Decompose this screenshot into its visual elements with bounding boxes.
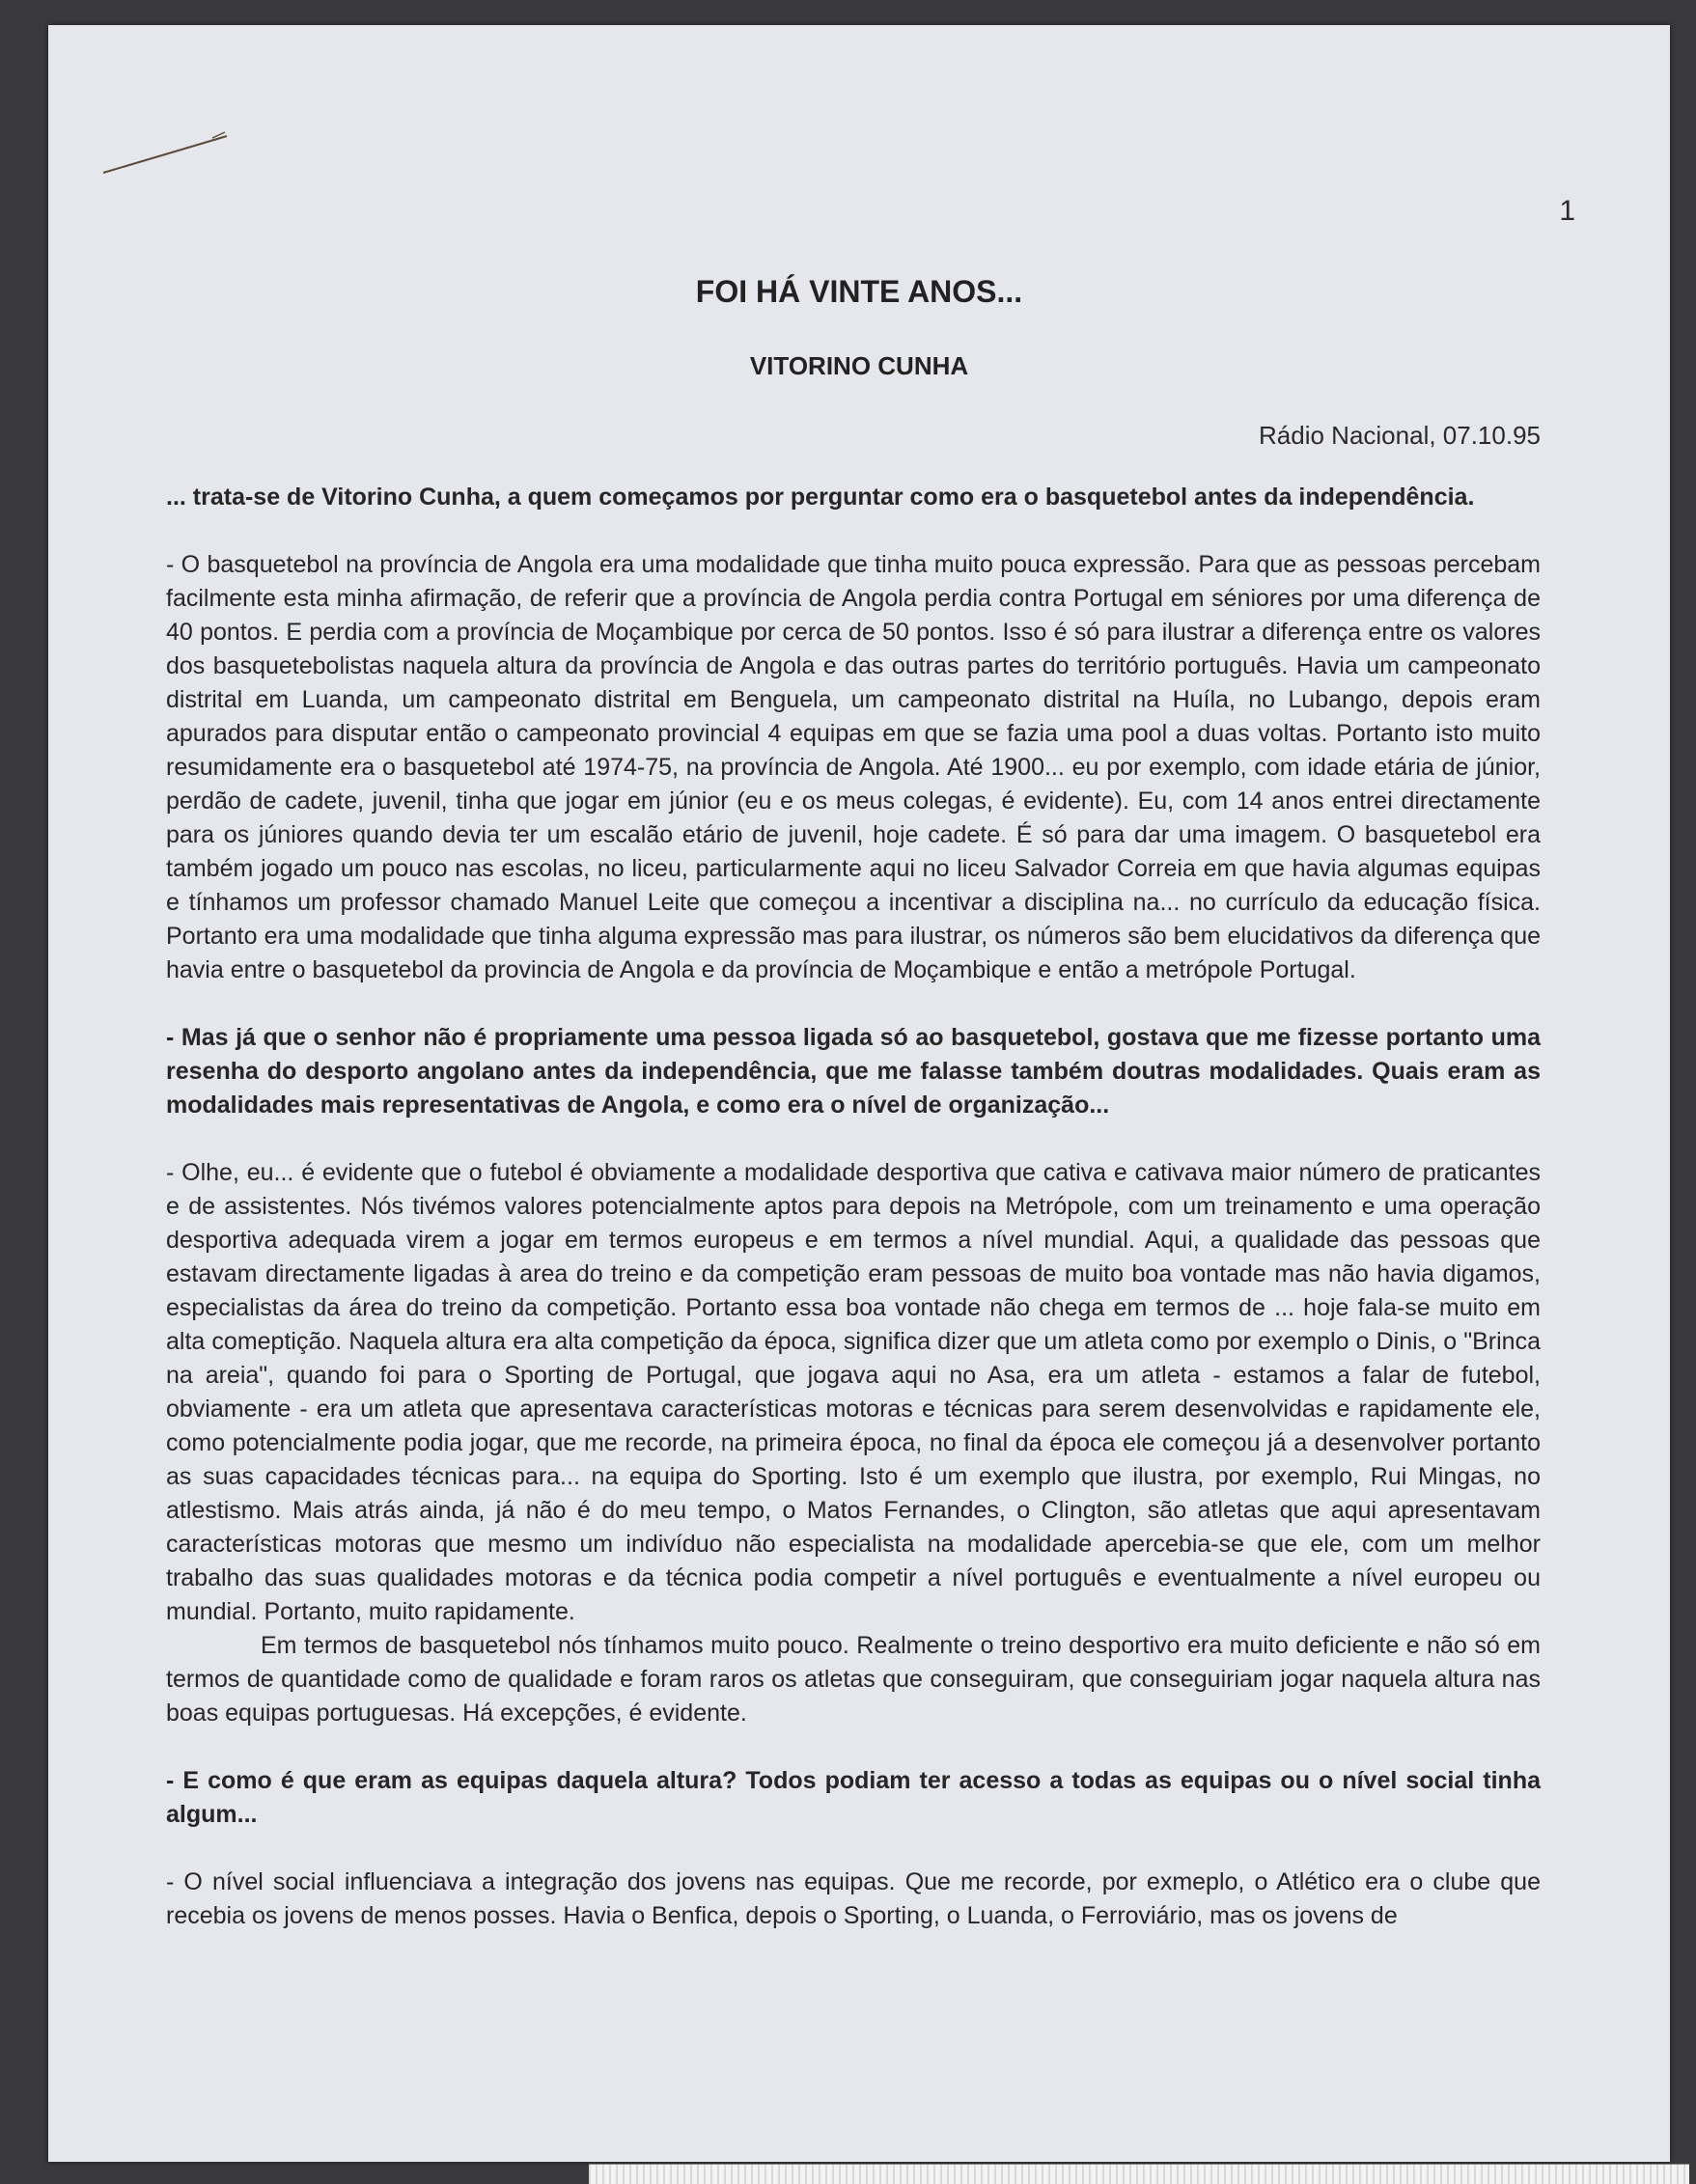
answer-paragraph: Em termos de basquetebol nós tínhamos muito pouco. Realmente o treino desportivo era muito deficiente e não só em termos de quantidade como de qualidade e foram raros os atletas que conseguiram, que conseguiriam jogar naquela altura nas boas equipas portuguesas. Há excepções, é evidente.: [166, 1632, 1541, 1727]
document-source: Rádio Nacional, 07.10.95: [1259, 421, 1541, 450]
document-page: [48, 25, 1670, 2162]
document-body: [166, 481, 1541, 1967]
intro-question: ... trata-se de Vitorino Cunha, a quem começamos por perguntar como era o basquetebol antes da independência.: [166, 484, 1475, 511]
scale-ruler: [589, 2164, 1689, 2184]
answer-paragraph: - O basquetebol na província de Angola era uma modalidade que tinha muito pouca expressão. Para que as pessoas percebam facilmente esta minha afirmação, de referir que a província de Angola perdia contra Portugal em séniores por uma diferença de 40 pontos. E perdia com a província de Moçambique por cerca de 50 pontos. Isso é só para ilustrar a diferença entre os valores dos basquetebolistas naquela altura da província de Angola e das outras partes do território português. Havia um campeonato distrital em Luanda, um campeonato distrital em Benguela, um campeonato distrital na Huíla, no Lubango, depois eram apurados para disputar então o campeonato provincial 4 equipas em que se fazia uma pool a duas voltas. Portanto isto muito resumidamente era o basquetebol até 1974-75, na província de Angola. Até 1900... eu por exemplo, com idade etária de júnior, perdão de cadete, juvenil, tinha que jogar em júnior (eu e os meus colegas, é evidente). Eu, com 14 anos entrei directamente para os júniores quando devia ter um escalão etário de juvenil, hoje cadete. É só para dar uma imagem. O basquetebol era também jogado um pouco nas escolas, no liceu, particularmente aqui no liceu Salvador Correia em que havia algumas equipas e tínhamos um professor chamado Manuel Leite que começou a incentivar a disciplina na... no currículo da educação física. Portanto era uma modalidade que tinha alguma expressão mas para ilustrar, os números são bem elucidativos da diferença que havia entre o basquetebol da provincia de Angola e da província de Moçambique e então a metrópole Portugal.: [166, 551, 1541, 983]
answer-paragraph: - O nível social influenciava a integração dos jovens nas equipas. Que me recorde, por exmeplo, o Atlético era o clube que recebia os jovens de menos posses. Havia o Benfica, depois o Sporting, o Luanda, o Ferroviário, mas os jovens de: [166, 1868, 1541, 1929]
answer-paragraph: - Olhe, eu... é evidente que o futebol é obviamente a modalidade desportiva que cativa e cativava maior número de praticantes e de assistentes. Nós tivémos valores potencialmente aptos para depois na Metrópole, com um treinamento e uma operação desportiva adequada virem a jogar em termos europeus e em termos a nível mundial. Aqui, a qualidade das pessoas que estavam directamente ligadas à area do treino e da competição eram pessoas de muito boa vontade mas não havia digamos, especialistas da área do treino da competição. Portanto essa boa vontade não chega em termos de ... hoje fala-se muito em alta comeptição. Naquela altura era alta competição da época, significa dizer que um atleta como por exemplo o Dinis, o "Brinca na areia", quando foi para o Sporting de Portugal, que jogava aqui no Asa, era um atleta - estamos a falar de futebol, obviamente - era um atleta que apresentava características motoras e técnicas para serem desenvolvidas e rapidamente ele, como potencialmente podia jogar, que me recorde, na primeira época, no final da época ele começou já a desenvolver portanto as suas capacidades técnicas para... na equipa do Sporting. Isto é um exemplo que ilustra, por exemplo, Rui Mingas, no atlestismo. Mais atrás ainda, já não é do meu tempo, o Matos Fernandes, o Clington, são atletas que aqui apresentavam características motoras que mesmo um indivíduo não especialista na modalidade apercebia-se que ele, com um melhor trabalho das suas qualidades motoras e da técnica podia competir a nível português e eventualmente a nível europeu ou mundial. Portanto, muito rapidamente.: [166, 1159, 1541, 1625]
document-author: VITORINO CUNHA: [749, 351, 969, 380]
question-paragraph: - E como é que eram as equipas daquela altura? Todos podiam ter acesso a todas as equipas ou o nível social tinha algum...: [166, 1767, 1541, 1828]
pencil-mark: [92, 126, 236, 184]
document-title: FOI HÁ VINTE ANOS...: [695, 274, 1023, 309]
page-number: 1: [1559, 195, 1575, 227]
question-paragraph: - Mas já que o senhor não é propriamente uma pessoa ligada só ao basquetebol, gostava que me fizesse portanto uma resenha do desporto angolano antes da independência, que me falasse também doutras modalidades. Quais eram as modalidades mais representativas de Angola, e como era o nível de organização...: [166, 1024, 1541, 1119]
